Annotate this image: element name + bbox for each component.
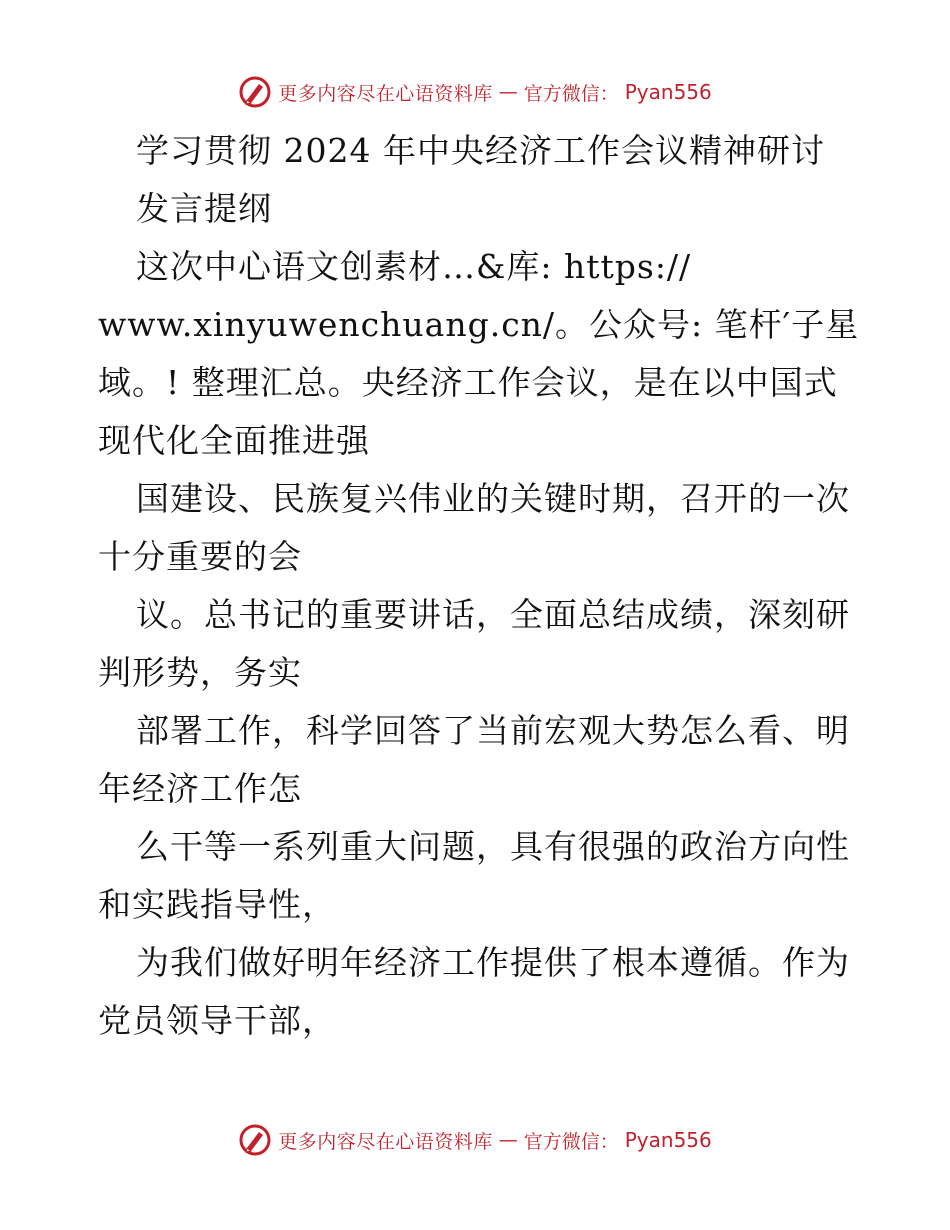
banner-wechat-id: Pyan556: [624, 80, 712, 104]
text-line: 学习贯彻 2024 年中央经济工作会议精神研讨: [136, 131, 825, 170]
banner-separator: —: [498, 1129, 518, 1151]
banner-slogan: 更多内容尽在心语资料库: [278, 1130, 493, 1153]
text-line: 年经济工作怎: [98, 769, 302, 808]
header-banner: [0, 72, 950, 112]
text-line: 十分重要的会: [98, 537, 302, 576]
text-line: 判形势，务实: [98, 653, 302, 692]
document-body: [98, 122, 858, 1050]
text-line: 现代化全面推进强: [98, 421, 370, 460]
text-line: 域。! 整理汇总。央经济工作会议，是在以中国式: [98, 363, 838, 402]
pen-in-circle-logo-icon: [238, 75, 272, 109]
text-line: 部署工作，科学回答了当前宏观大势怎么看、明: [136, 711, 850, 750]
text-line: 发言提纲: [136, 189, 272, 228]
banner-wechat-label: 官方微信：: [523, 1130, 619, 1153]
text-line: 和实践指导性，: [98, 885, 336, 924]
text-line: 党员领导干部，: [98, 1001, 336, 1040]
text-line: www.xinyuwenchuang.cn/。公众号: 笔杆′子星: [98, 305, 860, 344]
footer-banner: [0, 1120, 950, 1160]
text-line: 么干等一系列重大问题，具有很强的政治方向性: [136, 827, 850, 866]
text-line: 为我们做好明年经济工作提供了根本遵循。作为: [136, 943, 850, 982]
pen-in-circle-logo-icon: [238, 1123, 272, 1157]
banner-slogan: 更多内容尽在心语资料库: [278, 82, 493, 105]
text-line: 这次中心语文创素材…&库: https://: [136, 247, 692, 286]
text-line: 议。总书记的重要讲话，全面总结成绩，深刻研: [136, 595, 850, 634]
banner-separator: —: [498, 81, 518, 103]
banner-wechat-label: 官方微信：: [523, 82, 619, 105]
banner-wechat-id: Pyan556: [624, 1128, 712, 1152]
text-line: 国建设、民族复兴伟业的关键时期，召开的一次: [136, 479, 850, 518]
